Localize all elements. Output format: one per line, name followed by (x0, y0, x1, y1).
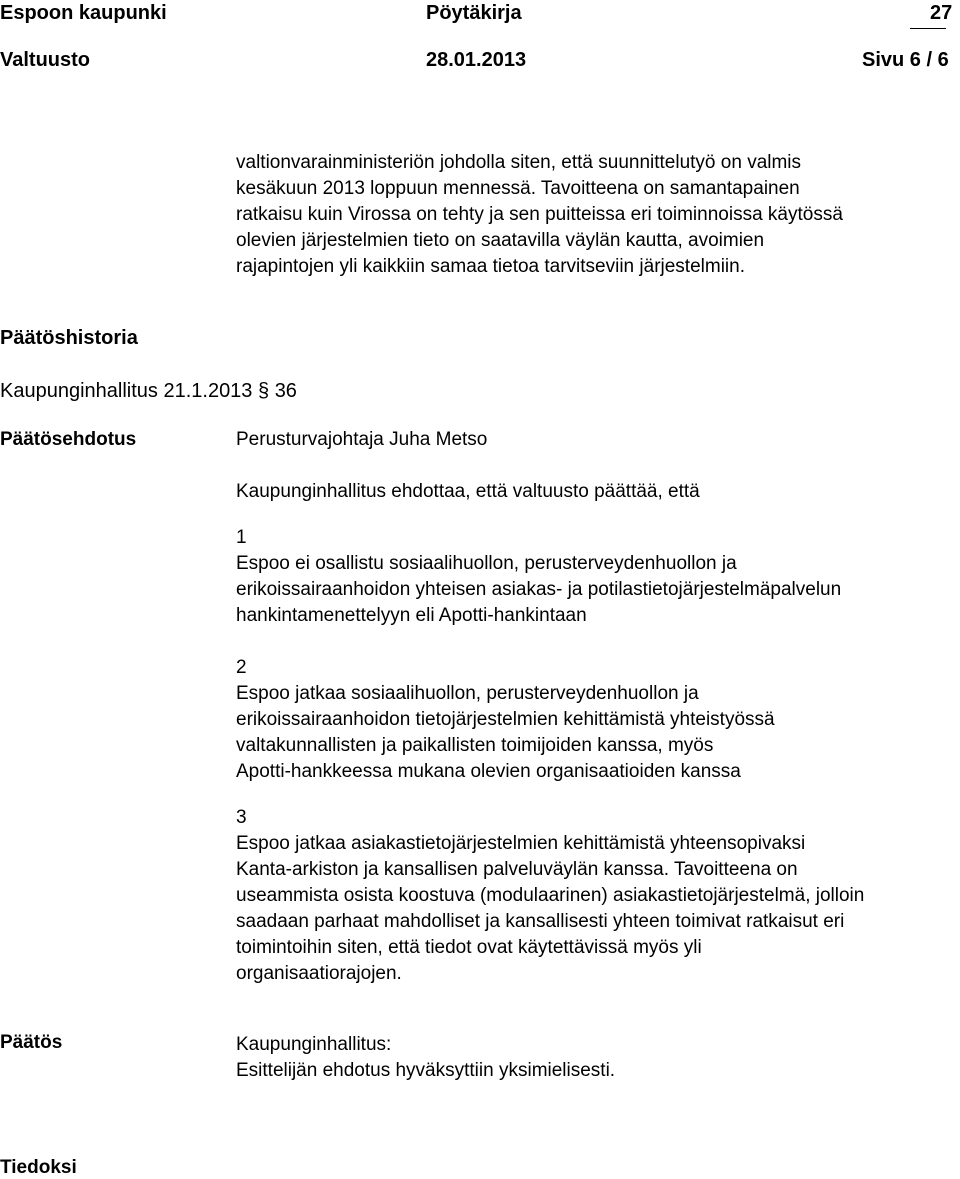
notice-label: Tiedoksi (0, 1157, 77, 1178)
governing-body: Valtuusto (0, 49, 91, 71)
document-type: Pöytäkirja (426, 2, 522, 24)
text-line: Kaupunginhallitus: (236, 1034, 392, 1055)
meeting-section: 36 (274, 380, 297, 402)
org-name: Espoon kaupunki (0, 2, 167, 24)
decision-text (236, 1032, 615, 1084)
meeting-date: 28.01.2013 (426, 49, 527, 71)
intro-paragraph (236, 150, 843, 280)
text-line: Apotti-hankkeessa mukana olevien organisaatioiden kanssa (236, 761, 741, 782)
text-line: Espoo jatkaa sosiaalihuollon, perusterveydenhuollon ja (236, 683, 699, 704)
text-line: ratkaisu kuin Virossa on tehty ja sen puitteissa eri toiminnoissa käytössä (236, 204, 843, 225)
text-line: Kanta-arkiston ja kansallisen palveluväylän kanssa. Tavoitteena on (236, 859, 798, 880)
section-mark-icon: § (258, 380, 270, 402)
text-line: kesäkuun 2013 loppuun mennessä. Tavoitteena on samantapainen (236, 178, 800, 199)
text-line: rajapintojen yli kaikkiin samaa tietoa tarvitseviin järjestelmiin. (236, 256, 745, 277)
text-line: olevien järjestelmien tieto on saatavilla väylän kautta, avoimien (236, 230, 765, 251)
text-line: erikoissairaanhoidon tietojärjestelmien kehittämistä yhteistyössä (236, 709, 775, 730)
page-indicator: Sivu 6 / 6 (862, 49, 949, 71)
meeting-label: Kaupunginhallitus 21.1.2013 (0, 380, 253, 402)
text-line: useammista osista koostuva (modulaarinen) asiakastietojärjestelmä, jolloin (236, 885, 865, 906)
history-meeting (0, 380, 297, 403)
item-number: 1 (236, 527, 247, 548)
decision-label: Päätös (0, 1032, 63, 1053)
proposal-item-1 (236, 525, 841, 629)
text-line: valtakunnallisten ja paikallisten toimijoiden kanssa, myös (236, 735, 714, 756)
proposal-label: Päätösehdotus (0, 429, 137, 450)
proposal-intro: Kaupunginhallitus ehdottaa, että valtuusto päättää, että (236, 481, 700, 502)
text-line: toimintoihin siten, että tiedot ovat käytettävissä myös yli (236, 937, 702, 958)
section-number: 27 (930, 2, 953, 24)
proposer: Perusturvajohtaja Juha Metso (236, 429, 488, 450)
text-line: valtionvarainministeriön johdolla siten, että suunnittelutyö on valmis (236, 152, 802, 173)
item-number: 3 (236, 807, 247, 828)
item-number: 2 (236, 657, 247, 678)
text-line: Espoo ei osallistu sosiaalihuollon, perusterveydenhuollon ja (236, 553, 737, 574)
section-number-underline (910, 28, 946, 29)
text-line: organisaatiorajojen. (236, 963, 402, 984)
text-line: saadaan parhaat mahdolliset ja kansallisesti yhteen toimivat ratkaisut eri (236, 911, 845, 932)
history-heading: Päätöshistoria (0, 327, 138, 349)
text-line: Esittelijän ehdotus hyväksyttiin yksimielisesti. (236, 1060, 616, 1081)
text-line: hankintamenettelyyn eli Apotti-hankintaan (236, 605, 587, 626)
text-line: Espoo jatkaa asiakastietojärjestelmien kehittämistä yhteensopivaksi (236, 833, 806, 854)
proposal-item-3 (236, 805, 864, 987)
proposal-item-2 (236, 655, 775, 785)
text-line: erikoissairaanhoidon yhteisen asiakas- ja potilastietojärjestelmäpalvelun (236, 579, 842, 600)
